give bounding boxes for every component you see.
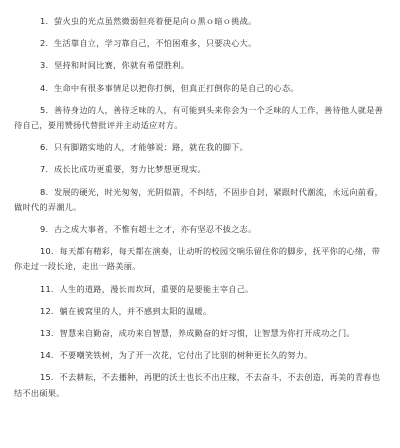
item-number: 5. bbox=[40, 104, 49, 115]
item-text: 只有脚踏实地的人，才能够说：路，就在我的脚下。 bbox=[54, 142, 249, 153]
list-item bbox=[14, 304, 388, 319]
list-item bbox=[14, 103, 388, 133]
item-text: 生命中有很多事情足以把你打倒，但真正打倒你的是自己的心态。 bbox=[54, 82, 299, 93]
item-number: 4. bbox=[40, 82, 49, 93]
item-text: 古之成大事者，不惟有超士之才，亦有坚忍不拔之志。 bbox=[54, 224, 257, 235]
item-number: 3. bbox=[40, 60, 49, 71]
item-number: 2. bbox=[40, 38, 49, 49]
item-text: 人生的道路，漫长而坎坷，重要的是要能主宰自己。 bbox=[59, 283, 254, 294]
item-text: 不要嘲笑铁树，为了开一次花，它付出了比别的树种更长久的努力。 bbox=[59, 350, 313, 361]
list-item bbox=[14, 348, 388, 363]
item-number: 13. bbox=[40, 328, 54, 339]
item-text: 坚持和时间比赛，你就有希望胜利。 bbox=[54, 60, 190, 71]
item-text: 每天都有精彩，每天都在演奏，让动听的校园交响乐留住你的脚步，抚平你的心绪，带你走过一段长途，走出一路美丽。 bbox=[14, 246, 381, 272]
item-number: 8. bbox=[40, 186, 49, 197]
item-text: 发展的硬光，时光匆匆，光阴似箭，不纠结，不固步自封，紧跟时代潮流，永远向前看，做时代的弄潮儿。 bbox=[14, 186, 384, 212]
list-item bbox=[14, 36, 388, 51]
item-number: 10. bbox=[40, 246, 54, 257]
item-number: 1. bbox=[40, 16, 49, 26]
item-text: 生活靠自立，学习靠自己，不怕困难多，只要决心大。 bbox=[54, 38, 257, 49]
list-item bbox=[14, 244, 388, 274]
item-text: 善待身边的人，善待乏味的人，有可能到头来你会为一个乏味的人工作，善待他人就是善待自己，要用赞扬代替批评并主动适应对方。 bbox=[14, 104, 384, 131]
quote-list bbox=[14, 14, 388, 408]
list-item bbox=[14, 222, 388, 237]
item-text: 躺在被窝里的人，并不感到太阳的温暖。 bbox=[59, 305, 212, 316]
list-item bbox=[14, 370, 388, 400]
item-text: 不去耕耘，不去播种，再肥的沃土也长不出庄稼，不去奋斗，不去创造，再美的青春也结不出硕果。 bbox=[14, 372, 381, 398]
list-item bbox=[14, 282, 388, 297]
list-item bbox=[14, 14, 388, 29]
list-item bbox=[14, 326, 388, 341]
list-item bbox=[14, 162, 388, 177]
item-number: 15. bbox=[40, 372, 54, 383]
list-item bbox=[14, 58, 388, 73]
item-text: 智慧来自勤奋，成功来自智慧，养成勤奋的好习惯，让智慧为你打开成功之门。 bbox=[59, 328, 355, 339]
item-number: 12. bbox=[40, 305, 54, 316]
item-number: 11. bbox=[40, 283, 54, 294]
item-number: 9. bbox=[40, 224, 49, 235]
list-item bbox=[14, 185, 388, 215]
item-text: 成长比成功更重要，努力比梦想更现实。 bbox=[54, 164, 206, 175]
item-text: 萤火虫的光点虽然微弱但亮着便是向ｏ黑ｏ暗ｏ挑战。 bbox=[54, 16, 257, 26]
item-number: 6. bbox=[40, 142, 49, 153]
list-item bbox=[14, 81, 388, 96]
item-number: 7. bbox=[40, 164, 49, 175]
item-number: 14. bbox=[40, 350, 54, 361]
list-item bbox=[14, 140, 388, 155]
